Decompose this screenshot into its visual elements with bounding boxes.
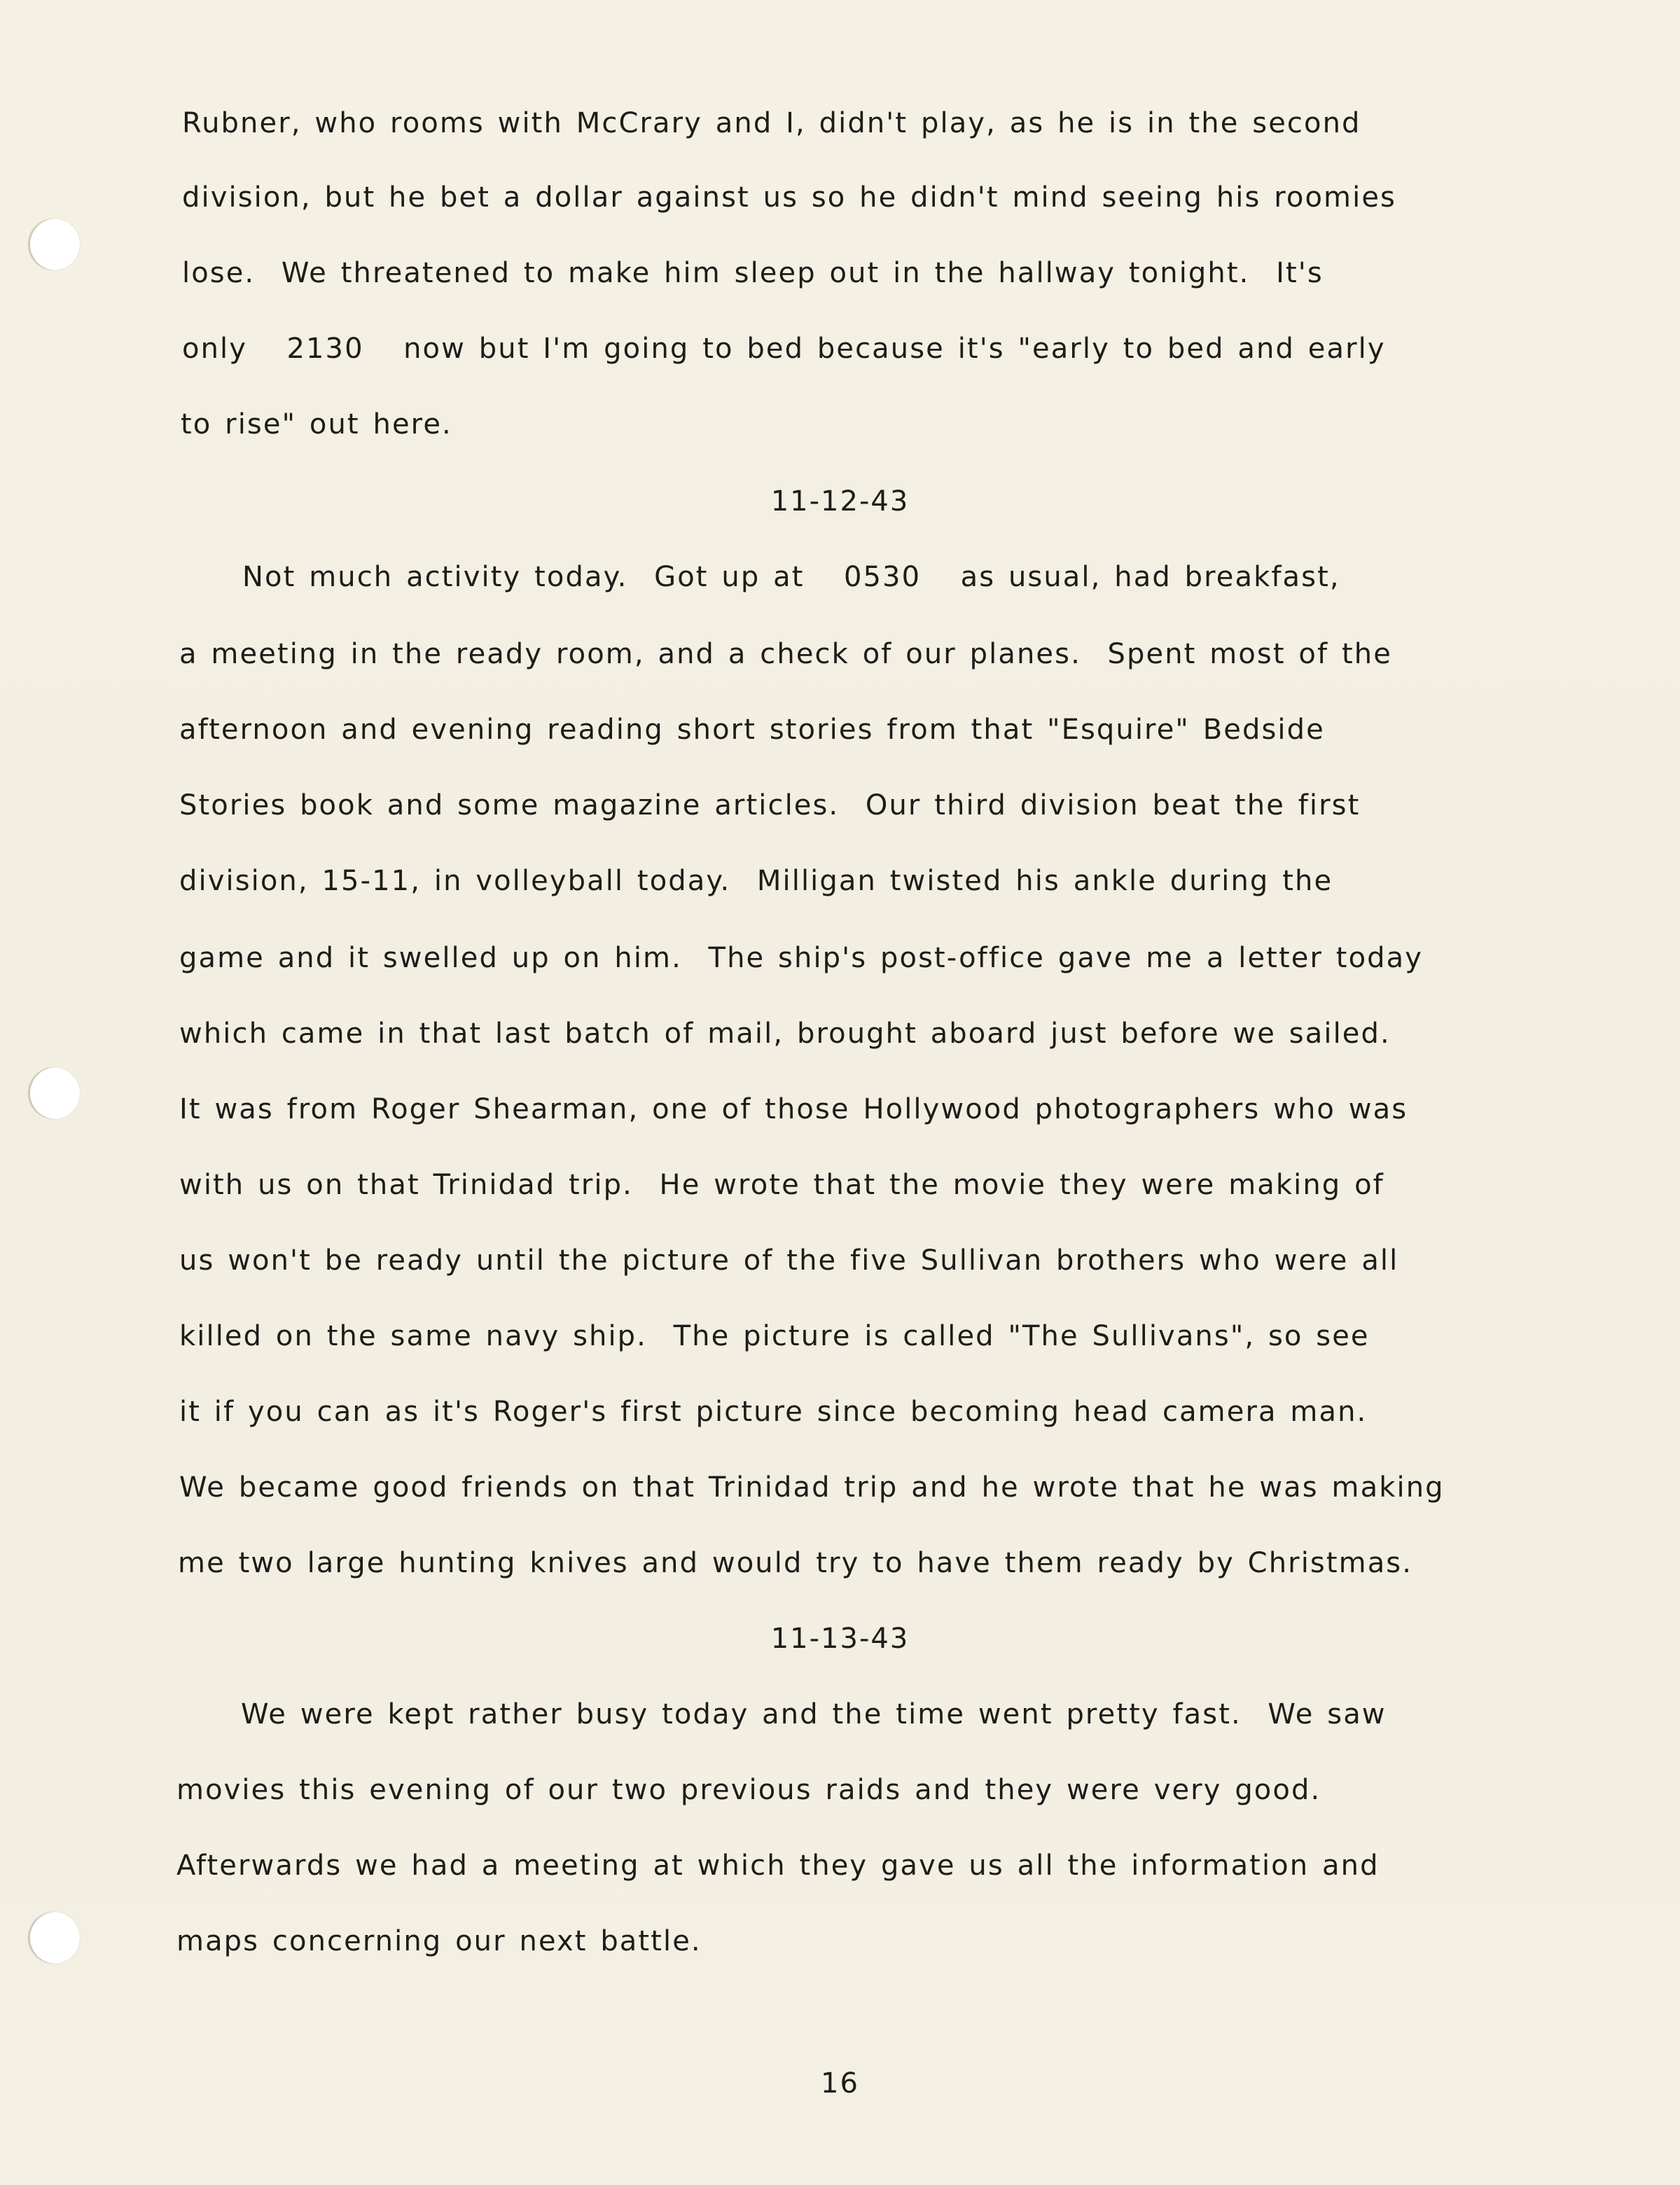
text-line: We were kept rather busy today and the time went pretty fast. We saw [241,1698,1387,1730]
text-line: killed on the same navy ship. The picture is called "The Sullivans", so see [179,1320,1370,1352]
punch-hole-bottom [28,1912,80,1964]
text-line: a meeting in the ready room, and a check of our planes. Spent most of the [179,638,1392,670]
text-line: with us on that Trinidad trip. He wrote that the movie they were making of [179,1169,1384,1201]
text-line: lose. We threatened to make him sleep out in the hallway tonight. It's [182,257,1324,289]
text-line: game and it swelled up on him. The ship's post-office gave me a letter today [179,942,1424,974]
text-line: It was from Roger Shearman, one of those Hollywood photographers who was [179,1093,1408,1125]
text-line: Stories book and some magazine articles. Our third division beat the first [179,789,1361,821]
page-number: 16 [821,2067,859,2100]
text-line: maps concerning our next battle. [176,1925,702,1957]
text-line: which came in that last batch of mail, brought aboard just before we sailed. [179,1018,1391,1050]
text-line: me two large hunting knives and would try to have them ready by Christmas. [178,1547,1413,1579]
text-line: Afterwards we had a meeting at which they gave us all the information and [176,1850,1380,1882]
text-line: Not much activity today. Got up at 0530 as usual, had breakfast, [242,561,1340,593]
text-line: We became good friends on that Trinidad trip and he wrote that he was making [179,1471,1445,1504]
punch-hole-middle [28,1067,80,1119]
text-line: us won't be ready until the picture of the five Sullivan brothers who were all [179,1244,1399,1277]
punch-hole-top [28,218,80,270]
text-line: Rubner, who rooms with McCrary and I, didn't play, as he is in the second [182,107,1361,139]
text-line: only 2130 now but I'm going to bed because it's "early to bed and early [182,333,1386,365]
entry-date-heading: 11-12-43 [770,485,910,518]
text-line: division, 15-11, in volleyball today. Milligan twisted his ankle during the [179,865,1333,897]
text-line: division, but he bet a dollar against us so he didn't mind seeing his roomies [182,181,1396,214]
text-line: movies this evening of our two previous raids and they were very good. [176,1774,1321,1806]
text-line: to rise" out here. [181,408,452,441]
entry-date-heading: 11-13-43 [770,1623,910,1655]
text-line: afternoon and evening reading short stories from that "Esquire" Bedside [179,714,1325,746]
text-line: it if you can as it's Roger's first picture since becoming head camera man. [179,1396,1368,1428]
